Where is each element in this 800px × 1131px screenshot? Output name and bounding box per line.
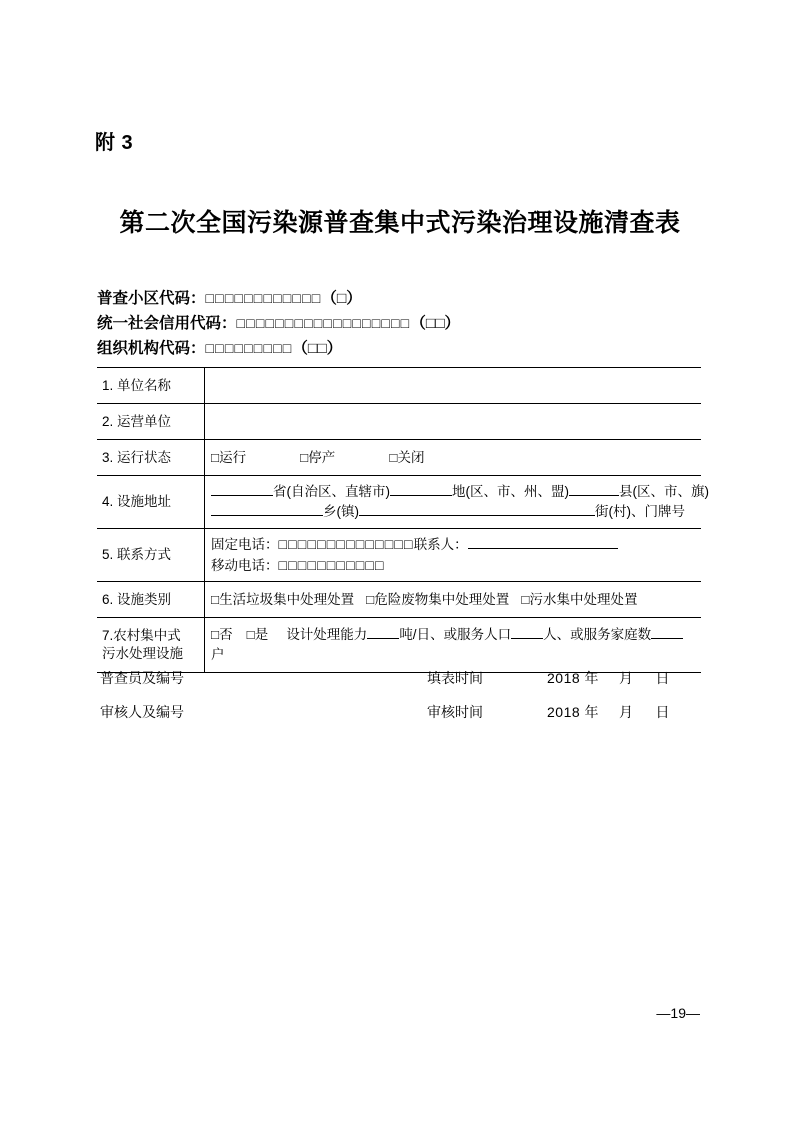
row-number-1: 1. [102, 377, 114, 393]
mobile-phone-label: 移动电话： [211, 558, 279, 573]
table-row-unit-name [97, 368, 701, 404]
address-line-1 [211, 482, 709, 502]
capacity-input[interactable] [367, 638, 399, 639]
row-number-2: 2. [102, 413, 114, 429]
row-value-facility-type [205, 582, 702, 618]
page-number [656, 1005, 700, 1021]
checkbox-status-running[interactable]: □运行 [211, 449, 247, 465]
checkbox-status-stopped[interactable]: □停产 [300, 449, 336, 465]
attachment-label: 附 3 [95, 132, 134, 154]
address-township-unit: 乡(镇) [323, 504, 359, 519]
fixed-phone-label: 固定电话： [211, 537, 279, 552]
address-street-input[interactable] [359, 515, 595, 516]
row-number-3: 3. [102, 449, 114, 465]
fill-time-label: 填表时间 [427, 670, 483, 686]
page-number-dash-right: — [686, 1005, 700, 1021]
contact-line-2 [211, 555, 695, 576]
review-time-label: 审核时间 [427, 704, 483, 720]
page-title: 第二次全国污染源普查集中式污染治理设施清查表 [119, 209, 681, 237]
code-boxes-org[interactable]: □□□□□□□□□ [205, 340, 293, 356]
checkbox-rural-yes[interactable]: □是 [246, 627, 269, 642]
row-value-address [205, 476, 709, 529]
address-county-unit: 县(区、市、旗) [619, 484, 709, 499]
contact-person-label: 联系人： [413, 537, 468, 552]
row-label-text-1: 单位名称 [117, 377, 172, 393]
row-label-address [97, 476, 205, 529]
capacity-label: 设计处理能力 [286, 627, 368, 642]
fill-time-day: 日 [655, 670, 671, 686]
address-city-unit: 地(区、市、州、盟) [452, 484, 569, 499]
row-value-unit-name[interactable] [205, 368, 702, 404]
code-line-credit [97, 311, 737, 336]
footer-row-reviewer [97, 702, 701, 736]
mobile-phone-boxes[interactable]: □□□□□□□□□□□ [278, 557, 385, 573]
row-number-7: 7. [102, 628, 114, 643]
table-row-contact [97, 529, 701, 582]
contact-person-input[interactable] [468, 548, 618, 549]
row-value-operator[interactable] [205, 404, 702, 440]
table-row-rural-sewage [97, 618, 701, 673]
code-suffix-credit: （□□） [410, 315, 461, 332]
table-row-address [97, 476, 701, 529]
code-line-district [97, 286, 737, 311]
fill-time-year: 2018 年 [547, 670, 600, 686]
row-label-text-4: 设施地址 [117, 494, 172, 509]
address-city-input[interactable] [390, 495, 452, 496]
row-number-4: 4. [102, 494, 114, 509]
contact-line-1 [211, 534, 695, 555]
code-lines-block [97, 286, 737, 361]
row-label-operator [97, 404, 205, 440]
address-street-unit: 街(村)、门牌号 [595, 504, 685, 519]
row-label-text-5: 联系方式 [117, 547, 172, 562]
row-label-rural-sewage [97, 618, 205, 673]
address-province-unit: 省(自治区、直辖市) [273, 484, 390, 499]
table-row-status [97, 440, 701, 476]
row-number-5: 5. [102, 547, 114, 562]
row-label-rural-sewage-lines [102, 627, 202, 663]
row-label-text-6: 设施类别 [117, 591, 172, 607]
code-boxes-credit[interactable]: □□□□□□□□□□□□□□□□□□ [236, 315, 411, 331]
address-province-input[interactable] [211, 495, 273, 496]
fill-time-value [547, 668, 670, 688]
review-time-month: 月 [619, 704, 634, 720]
table-row-facility-type [97, 582, 701, 618]
review-time-day: 日 [655, 704, 671, 720]
footer-signature-block [97, 668, 701, 736]
reviewer-label: 审核人及编号 [100, 704, 184, 720]
row-label-text-7b: 污水处理设施 [102, 646, 183, 661]
household-input[interactable] [651, 638, 683, 639]
survey-form-table [97, 367, 709, 673]
checkbox-facility-sewage[interactable]: □污水集中处理处置 [521, 591, 638, 607]
fixed-phone-boxes[interactable]: □□□□□□□□□□□□□□ [278, 536, 414, 552]
code-line-org [97, 336, 737, 361]
row-label-contact [97, 529, 205, 582]
page-number-value: 19 [670, 1005, 686, 1021]
population-input[interactable] [511, 638, 543, 639]
row-number-6: 6. [102, 591, 114, 607]
row-value-status [205, 440, 702, 476]
footer-row-surveyor [97, 668, 701, 702]
fill-time-month: 月 [619, 670, 634, 686]
row-value-rural-sewage [205, 618, 702, 673]
code-suffix-org: （□□） [292, 340, 343, 357]
table-row-operator [97, 404, 701, 440]
row-value-contact [205, 529, 702, 582]
code-label-district: 普查小区代码： [97, 290, 206, 307]
checkbox-status-closed[interactable]: □关闭 [389, 449, 425, 465]
row-label-status [97, 440, 205, 476]
address-line-2 [211, 502, 695, 522]
row-label-text-2: 运营单位 [117, 413, 172, 429]
page-number-dash-left: — [656, 1005, 671, 1021]
population-unit: 人、或服务家庭数 [543, 627, 652, 642]
code-label-credit: 统一社会信用代码： [97, 315, 237, 332]
code-boxes-district[interactable]: □□□□□□□□□□□□ [205, 290, 322, 306]
row-label-unit-name [97, 368, 205, 404]
code-label-org: 组织机构代码： [97, 340, 206, 357]
checkbox-facility-hazardous-waste[interactable]: □危险废物集中处理处置 [366, 591, 510, 607]
row-label-facility-type [97, 582, 205, 618]
checkbox-facility-domestic-waste[interactable]: □生活垃圾集中处理处置 [211, 591, 355, 607]
row-label-text-3: 运行状态 [117, 449, 172, 465]
address-county-input[interactable] [569, 495, 619, 496]
checkbox-rural-no[interactable]: □否 [211, 627, 233, 642]
review-time-value [547, 702, 670, 722]
row-label-text-7a: 农村集中式 [113, 628, 181, 643]
capacity-unit: 吨/日、或服务人口 [399, 627, 512, 642]
surveyor-label: 普查员及编号 [100, 670, 184, 686]
review-time-year: 2018 年 [547, 704, 600, 720]
address-township-input[interactable] [211, 515, 323, 516]
code-suffix-district: （□） [321, 290, 362, 307]
household-unit: 户 [211, 647, 225, 662]
